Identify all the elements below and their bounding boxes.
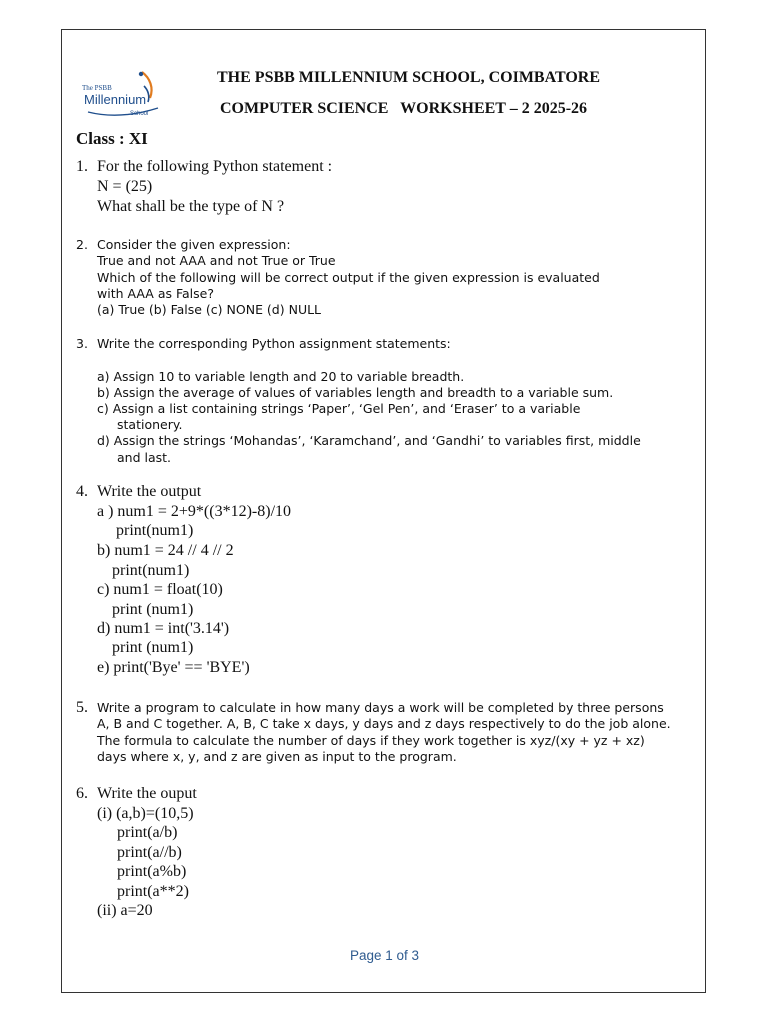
q4-line: e) print('Bye' == 'BYE') (97, 659, 250, 676)
q5-line: A, B and C together. A, B, C take x days, y days and z days respectively to do the job alone. (97, 716, 671, 731)
q6-line: print(a%b) (117, 863, 187, 880)
q5-line: Write a program to calculate in how many days a work will be completed by three persons (97, 700, 664, 715)
logo-line2: Millennium (84, 92, 147, 107)
q4-line: c) num1 = float(10) (97, 581, 223, 598)
q4-line: print (num1) (112, 639, 194, 656)
q4-line: print(num1) (116, 522, 194, 539)
logo-mark-icon (80, 68, 168, 120)
q2-line: True and not AAA and not True or True (97, 253, 336, 268)
q6-line: Write the ouput (97, 785, 197, 802)
q4-line: print(num1) (112, 562, 190, 579)
q2-line: (a) True (b) False (c) NONE (d) NULL (97, 302, 322, 317)
q2-line: Consider the given expression: (97, 237, 291, 252)
q2-line: Which of the following will be correct output if the given expression is evaluated (97, 270, 600, 285)
q4-line: a ) num1 = 2+9*((3*12)-8)/10 (97, 503, 292, 520)
logo-line1: The PSBB (82, 84, 112, 92)
logo-line3: School (130, 111, 149, 117)
class-label: Class : XI (76, 129, 148, 148)
q4-line: d) num1 = int('3.14') (97, 620, 230, 637)
q5-number: 5. (76, 699, 88, 716)
worksheet-title: COMPUTER SCIENCE WORKSHEET – 2 2025-26 (220, 100, 588, 117)
q6-line: print(a/b) (117, 824, 178, 841)
q1-line: What shall be the type of N ? (97, 198, 285, 215)
q3-line: b) Assign the average of values of variables length and breadth to a variable sum. (97, 385, 614, 400)
q5-line: The formula to calculate the number of days if they work together is xyz/(xy + yz + xz) (97, 733, 645, 748)
q3-line: d) Assign the strings ‘Mohandas’, ‘Karamchand’, and ‘Gandhi’ to variables first, middle (97, 433, 641, 448)
school-logo (80, 68, 168, 120)
q3-line: c) Assign a list containing strings ‘Paper’, ‘Gel Pen’, and ‘Eraser’ to a variable (97, 401, 581, 416)
q6-line: print(a**2) (117, 883, 189, 900)
q6-line: (ii) a=20 (97, 902, 153, 919)
q4-line: print (num1) (112, 601, 194, 618)
q1-number: 1. (76, 158, 88, 175)
page-number: Page 1 of 3 (350, 948, 420, 963)
q3-line: Write the corresponding Python assignment statements: (97, 336, 451, 351)
q3-number: 3. (76, 336, 88, 351)
q1-line: For the following Python statement : (97, 158, 333, 175)
q6-line: (i) (a,b)=(10,5) (97, 805, 194, 822)
q3-line: and last. (117, 450, 172, 465)
q2-number: 2. (76, 237, 88, 252)
q3-line: a) Assign 10 to variable length and 20 to variable breadth. (97, 369, 465, 384)
q1-line: N = (25) (97, 178, 153, 195)
q6-number: 6. (76, 785, 88, 802)
q4-line: Write the output (97, 483, 202, 500)
q6-line: print(a//b) (117, 844, 182, 861)
q3-line: stationery. (117, 417, 183, 432)
school-name: THE PSBB MILLENNIUM SCHOOL, COIMBATORE (217, 69, 601, 86)
q4-line: b) num1 = 24 // 4 // 2 (97, 542, 234, 559)
q5-line: days where x, y, and z are given as input to the program. (97, 749, 457, 764)
q2-line: with AAA as False? (97, 286, 214, 301)
q4-number: 4. (76, 483, 88, 500)
